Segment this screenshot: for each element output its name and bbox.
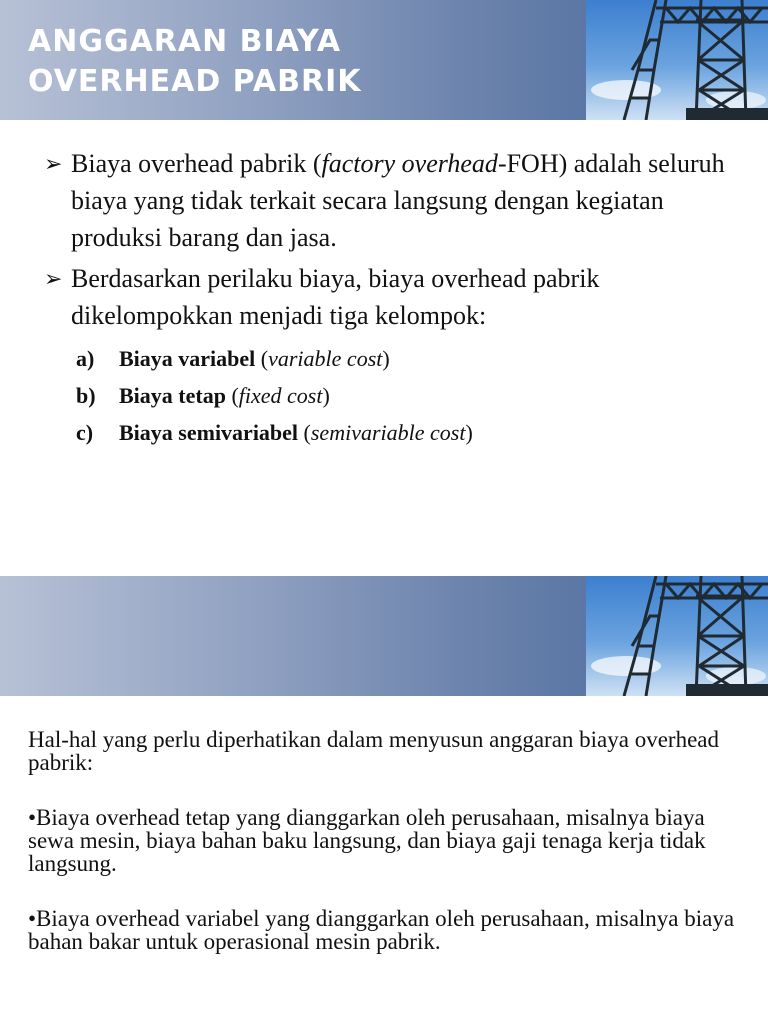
- item-close: ): [322, 383, 330, 408]
- arrow-bullet-icon: ➢: [44, 266, 63, 291]
- cost-type-item: [76, 340, 676, 377]
- cost-type-item: [76, 414, 676, 451]
- title-banner: [0, 576, 768, 696]
- slide-2: [0, 576, 768, 1024]
- item-open: (: [298, 420, 311, 445]
- item-close: ): [382, 346, 390, 371]
- cost-type-list: [76, 340, 676, 451]
- item-open: (: [225, 383, 239, 408]
- point-fixed-overhead: •Biaya overhead tetap yang dianggarkan oleh perusahaan, misalnya biaya sewa mesin, biaya bahan baku langsung, dan biaya gaji tenaga kerja tidak langsung.: [28, 805, 706, 876]
- bullet-list: [44, 145, 744, 338]
- item-italic: semivariable cost: [310, 420, 466, 445]
- title-banner: [0, 0, 768, 120]
- item-label: b): [76, 383, 96, 408]
- item-italic: fixed cost: [238, 383, 323, 408]
- slide-title: [28, 22, 362, 102]
- item-bold: Biaya variabel: [119, 346, 256, 371]
- cost-type-item: [76, 377, 676, 414]
- item-label: c): [76, 420, 94, 445]
- item-bold: Biaya semivariabel: [119, 420, 299, 445]
- intro-text: Hal-hal yang perlu diperhatikan dalam menyusun anggaran biaya overhead pabrik:: [28, 727, 720, 775]
- item-bold: Biaya tetap: [119, 383, 226, 408]
- bullet-text-2: Berdasarkan perilaku biaya, biaya overhead pabrik dikelompokkan menjadi tiga kelompok:: [71, 264, 600, 330]
- slide-2-body: [28, 728, 748, 985]
- title-line-2: OVERHEAD PABRIK: [28, 64, 362, 99]
- bullet-1-part2: -FOH) adalah seluruh biaya yang tidak terkait secara langsung dengan kegiatan produksi barang dan jasa.: [71, 149, 725, 252]
- bullet-1-part1: Biaya overhead pabrik (: [71, 149, 322, 178]
- arrow-bullet-icon: ➢: [44, 151, 63, 176]
- bullet-item-2: [44, 260, 744, 334]
- bullet-1-italic: factory overhead: [321, 149, 498, 178]
- bridge-icon: [586, 576, 768, 696]
- item-open: (: [255, 346, 269, 371]
- title-line-1: ANGGARAN BIAYA: [28, 24, 342, 59]
- item-label: a): [76, 346, 95, 371]
- bullet-text-1: [71, 145, 744, 256]
- bullet-item-1: [44, 145, 744, 256]
- point-variable-overhead: •Biaya overhead variabel yang dianggarkan oleh perusahaan, misalnya biaya bahan bakar untuk operasional mesin pabrik.: [28, 906, 735, 954]
- item-close: ): [465, 420, 473, 445]
- bridge-icon: [586, 0, 768, 120]
- item-italic: variable cost: [268, 346, 383, 371]
